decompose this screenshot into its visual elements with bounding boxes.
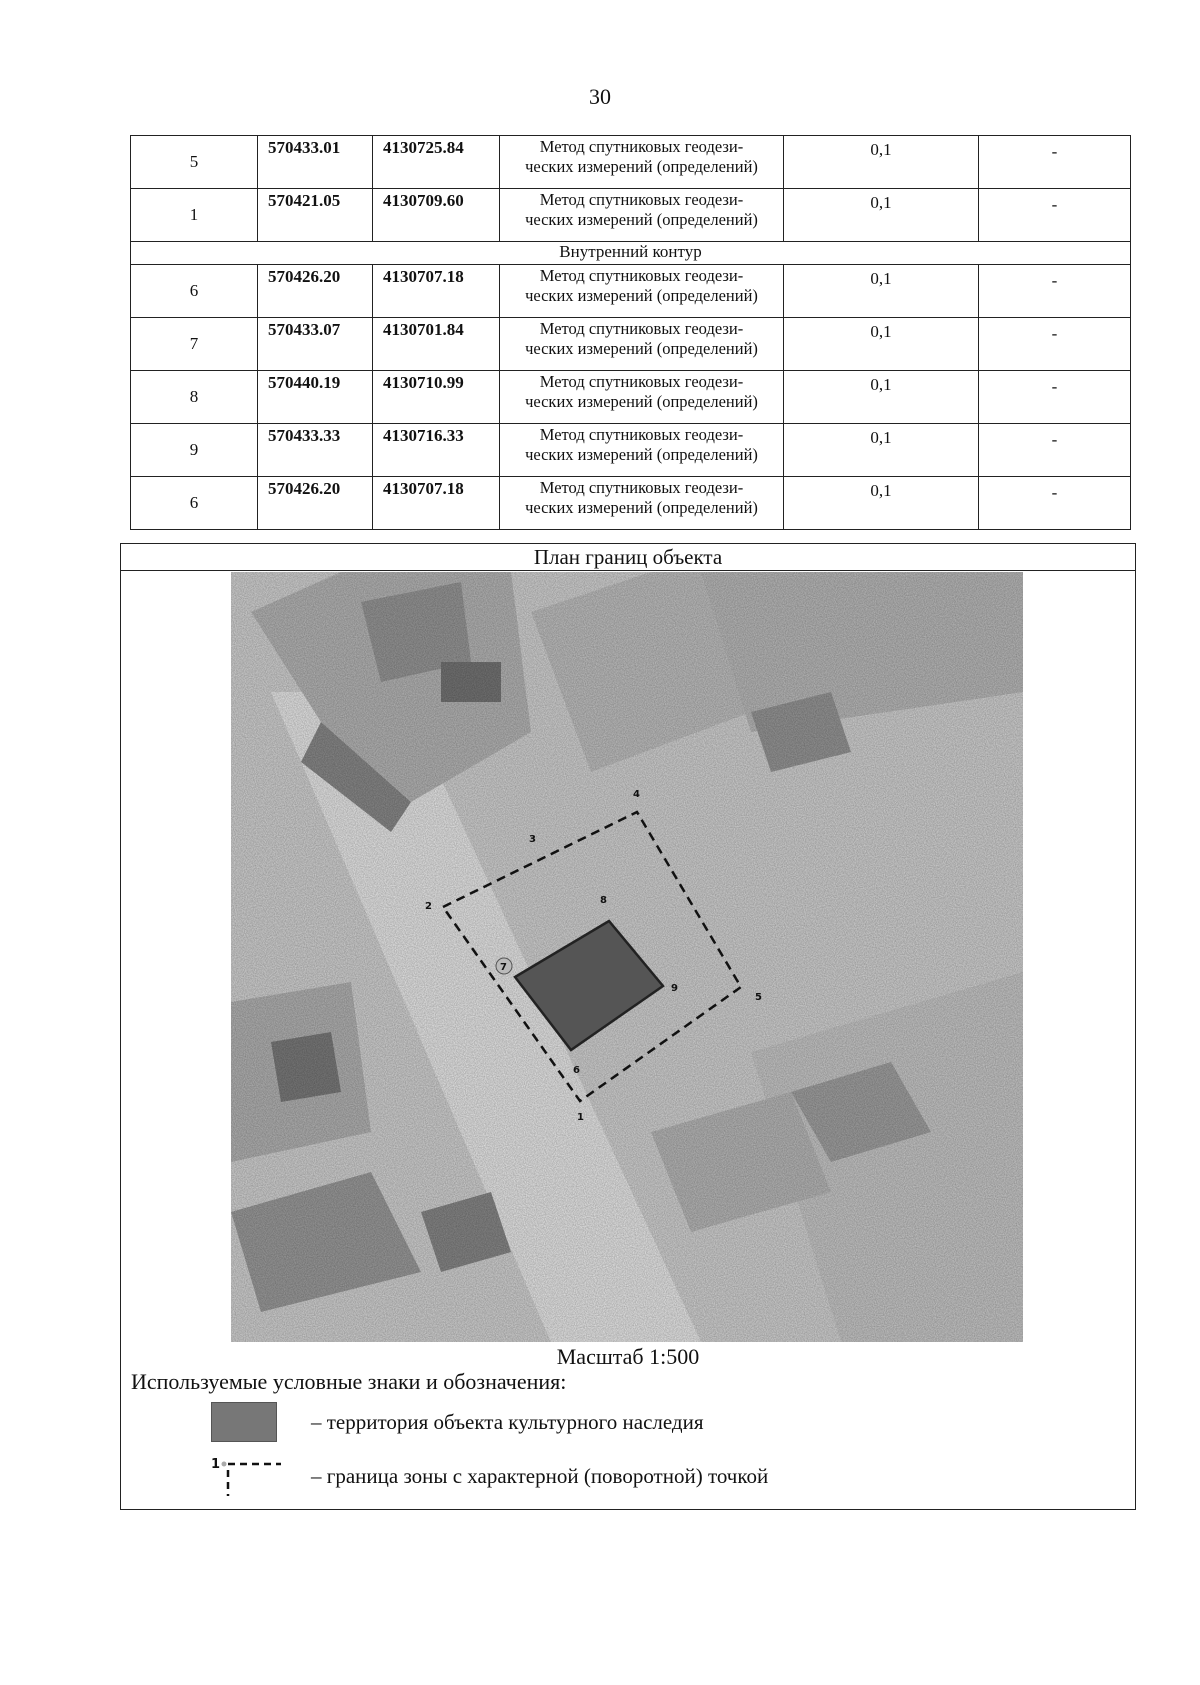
plan-frame (120, 543, 1136, 1510)
method-line-1: Метод спутниковых геодези- (539, 137, 744, 156)
method-line-2: ческих измерений (определений) (525, 157, 758, 176)
svg-text:1: 1 (211, 1457, 221, 1472)
aerial-map (231, 572, 1023, 1342)
dashed-boundary-icon (211, 1456, 283, 1496)
note-cell: - (979, 424, 1131, 477)
coordinate-x: 570433.01 (258, 136, 373, 189)
table-row (131, 371, 1131, 424)
coordinate-x: 570433.33 (258, 424, 373, 477)
note-cell: - (979, 265, 1131, 318)
point-label-3: 3 (529, 834, 536, 845)
accuracy-cell: 0,1 (784, 477, 979, 530)
accuracy-cell: 0,1 (784, 189, 979, 242)
method-line-2: ческих измерений (определений) (525, 210, 758, 229)
method-cell (500, 136, 784, 189)
accuracy-cell: 0,1 (784, 136, 979, 189)
table-row (131, 424, 1131, 477)
coordinate-y: 4130707.18 (373, 477, 500, 530)
coordinate-y: 4130716.33 (373, 424, 500, 477)
coordinate-y: 4130707.18 (373, 265, 500, 318)
section-label: Внутренний контур (131, 242, 1131, 265)
point-number: 1 (131, 189, 258, 242)
table-row (131, 477, 1131, 530)
accuracy-cell: 0,1 (784, 424, 979, 477)
note-cell: - (979, 477, 1131, 530)
plan-title: План границ объекта (121, 544, 1135, 571)
accuracy-cell: 0,1 (784, 265, 979, 318)
point-number: 5 (131, 136, 258, 189)
method-line-1: Метод спутниковых геодези- (539, 478, 744, 497)
point-number: 6 (131, 477, 258, 530)
method-line-2: ческих измерений (определений) (525, 392, 758, 411)
legend-boundary-text: – граница зоны с характерной (поворотной) точкой (311, 1464, 769, 1488)
method-line-1: Метод спутниковых геодези- (539, 319, 744, 338)
coordinate-y: 4130709.60 (373, 189, 500, 242)
coordinate-x: 570433.07 (258, 318, 373, 371)
coordinates-table (130, 135, 1131, 530)
note-cell: - (979, 136, 1131, 189)
page-number: 30 (589, 84, 611, 109)
method-cell (500, 424, 784, 477)
legend-territory-text: – территория объекта культурного наследия (311, 1410, 704, 1434)
table-row (131, 265, 1131, 318)
section-row (131, 242, 1131, 265)
method-cell (500, 318, 784, 371)
coordinate-x: 570421.05 (258, 189, 373, 242)
method-line-2: ческих измерений (определений) (525, 286, 758, 305)
coordinate-x: 570426.20 (258, 265, 373, 318)
coordinate-y: 4130701.84 (373, 318, 500, 371)
method-cell (500, 477, 784, 530)
method-line-2: ческих измерений (определений) (525, 445, 758, 464)
table-row (131, 189, 1131, 242)
point-number: 6 (131, 265, 258, 318)
map-scale: Масштаб 1:500 (556, 1344, 700, 1369)
accuracy-cell: 0,1 (784, 371, 979, 424)
note-cell: - (979, 318, 1131, 371)
method-line-2: ческих измерений (определений) (525, 498, 758, 517)
table-row (131, 136, 1131, 189)
point-label-9: 9 (671, 983, 678, 994)
method-line-1: Метод спутниковых геодези- (539, 372, 744, 391)
legend-title: Используемые условные знаки и обозначения: (131, 1369, 567, 1394)
point-label-7: 7 (500, 962, 507, 973)
method-cell (500, 265, 784, 318)
point-label-2: 2 (425, 901, 432, 912)
point-label-8: 8 (600, 895, 607, 906)
legend-item-territory (211, 1402, 911, 1446)
legend-item-boundary (211, 1456, 911, 1500)
method-line-2: ческих измерений (определений) (525, 339, 758, 358)
method-line-1: Метод спутниковых геодези- (539, 190, 744, 209)
method-line-1: Метод спутниковых геодези- (539, 266, 744, 285)
point-number: 9 (131, 424, 258, 477)
note-cell: - (979, 189, 1131, 242)
coordinate-y: 4130710.99 (373, 371, 500, 424)
point-label-6: 6 (573, 1065, 580, 1076)
note-cell: - (979, 371, 1131, 424)
point-label-1: 1 (577, 1112, 584, 1123)
method-line-1: Метод спутниковых геодези- (539, 425, 744, 444)
method-cell (500, 371, 784, 424)
table-row (131, 318, 1131, 371)
legend-territory-swatch (211, 1402, 277, 1442)
method-cell (500, 189, 784, 242)
point-label-5: 5 (755, 992, 762, 1003)
accuracy-cell: 0,1 (784, 318, 979, 371)
point-number: 7 (131, 318, 258, 371)
point-label-4: 4 (633, 789, 640, 800)
coordinate-x: 570440.19 (258, 371, 373, 424)
coordinate-y: 4130725.84 (373, 136, 500, 189)
point-number: 8 (131, 371, 258, 424)
coordinate-x: 570426.20 (258, 477, 373, 530)
